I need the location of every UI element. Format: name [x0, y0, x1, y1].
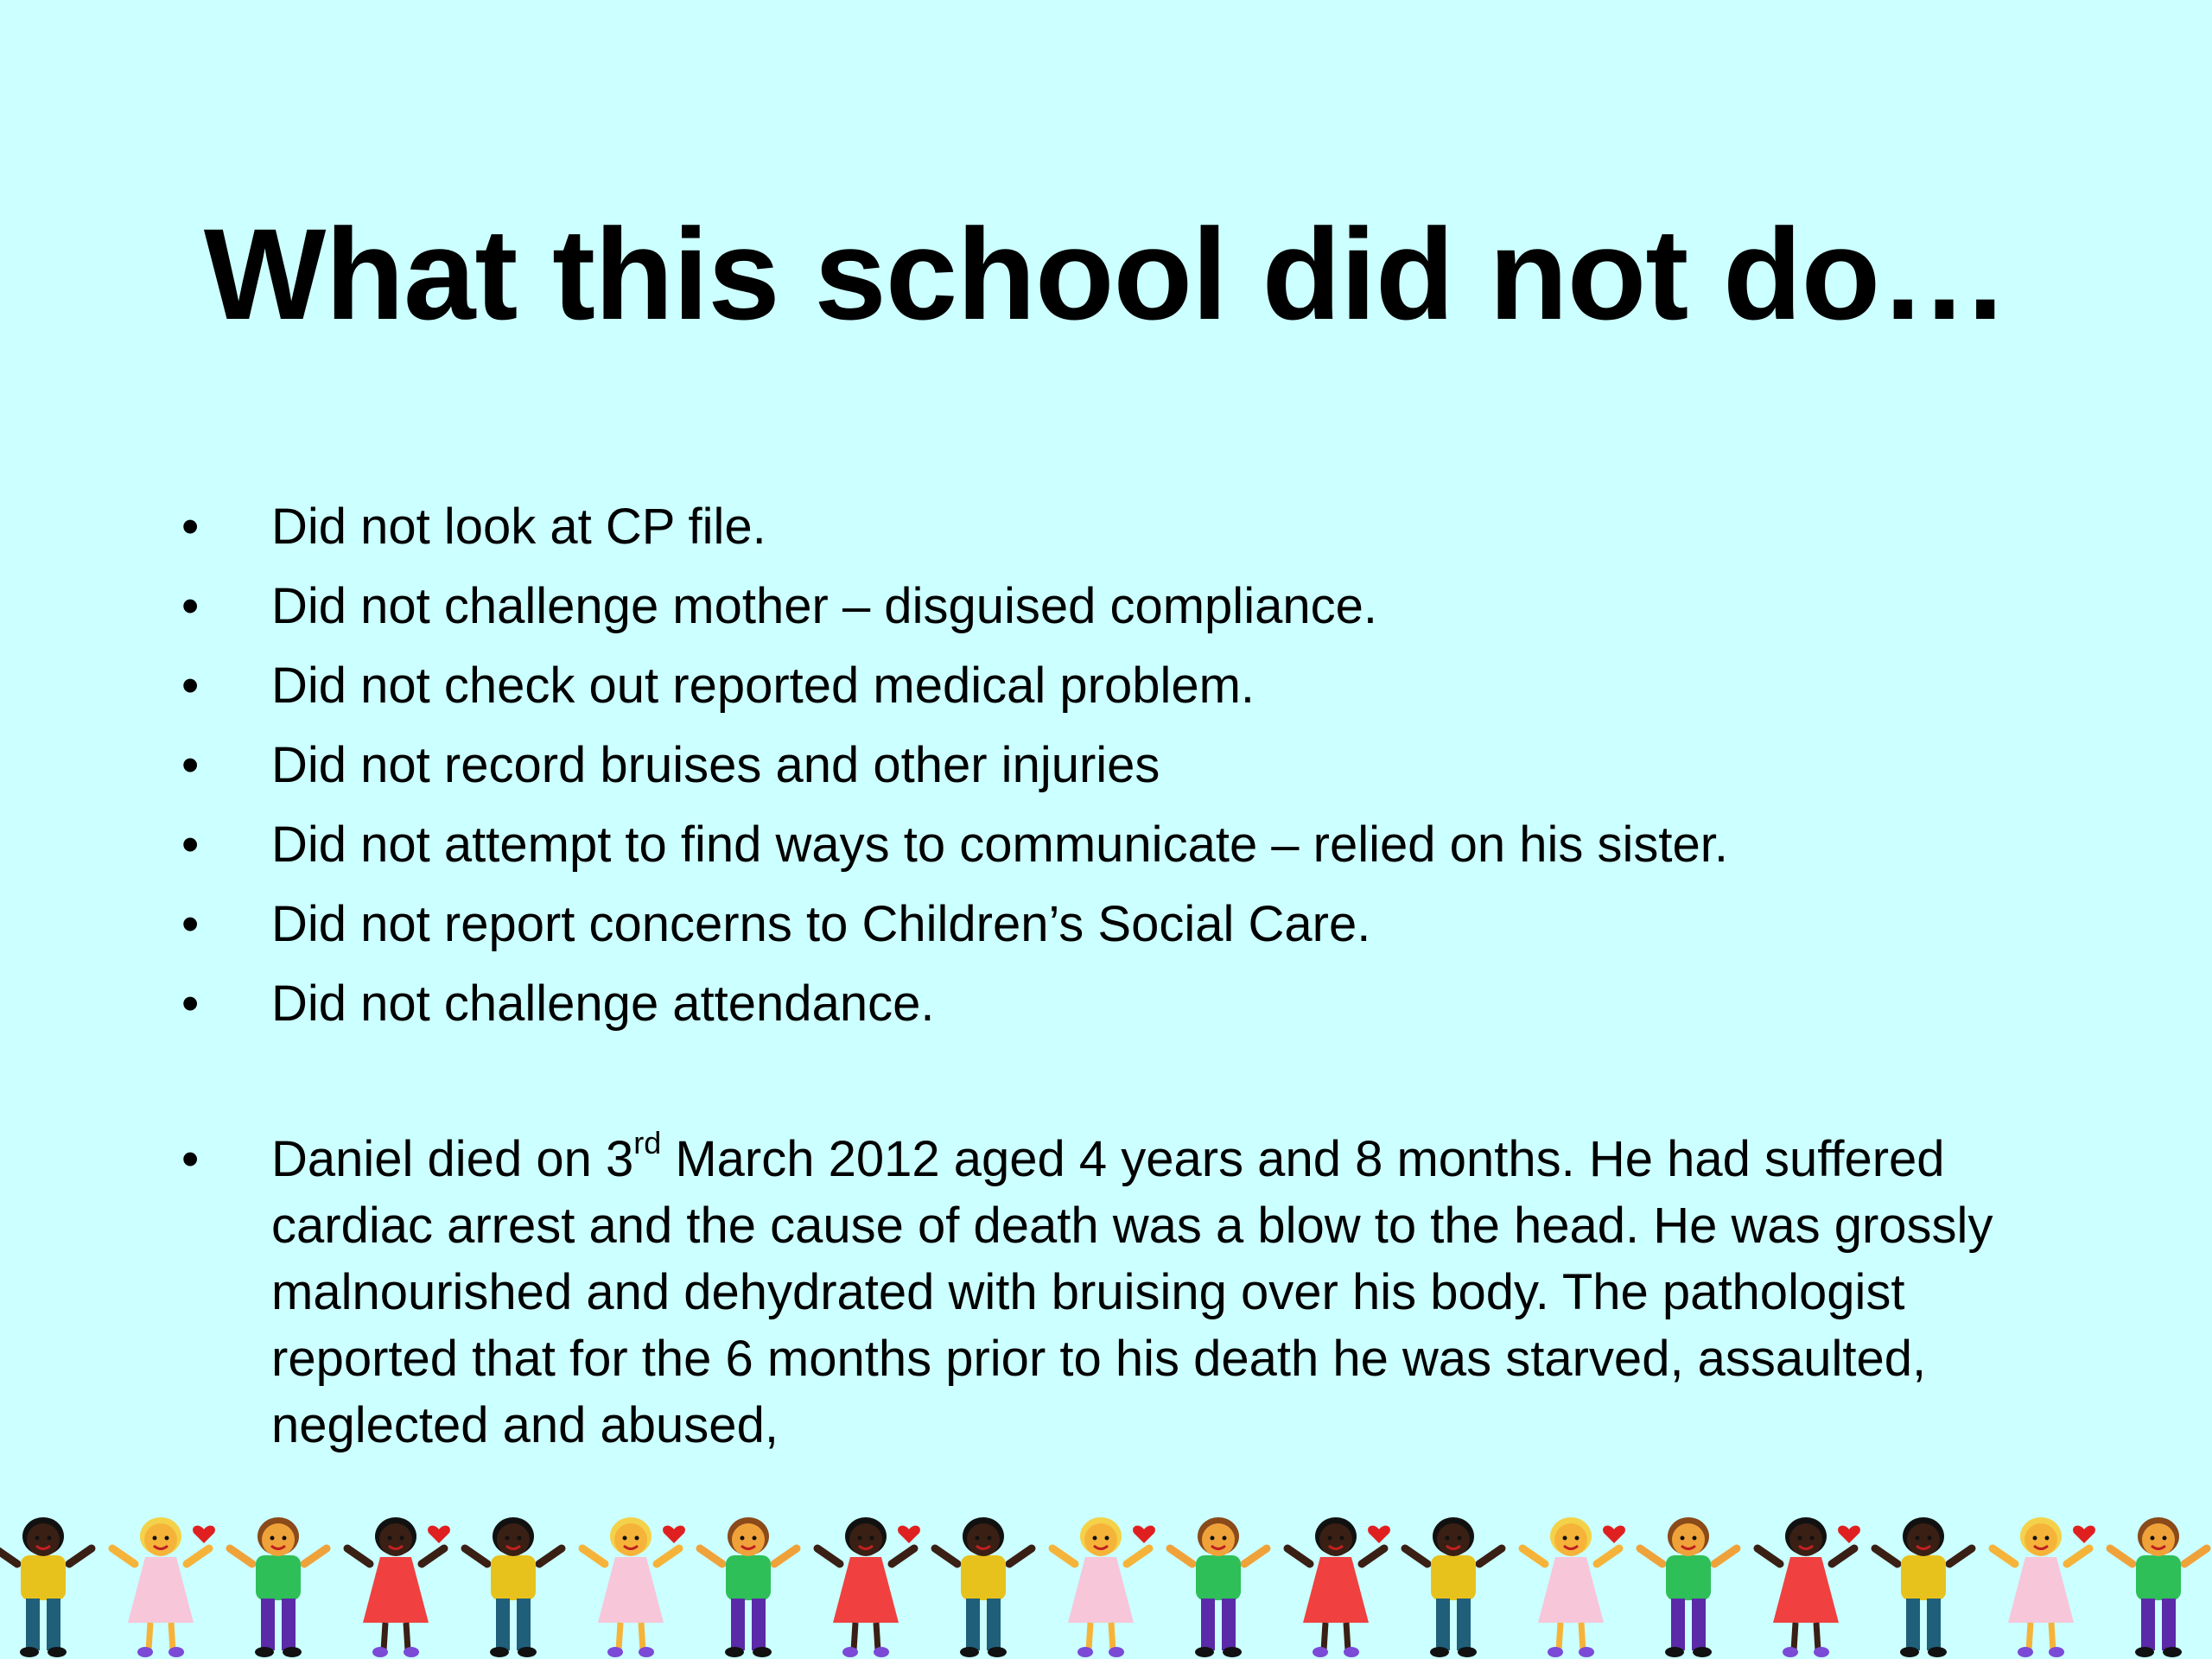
- child-figure-icon-pink-dress: [1040, 1503, 1161, 1659]
- child-figure-icon-green-shirt: [218, 1503, 339, 1659]
- child-figure-icon-green-shirt: [1158, 1503, 1279, 1659]
- list-item: [181, 805, 2039, 885]
- child-figure-icon-yellow-shirt: [923, 1503, 1044, 1659]
- bullet-icon: •: [181, 976, 200, 1032]
- child-figure-icon-red-dress: [335, 1503, 456, 1659]
- child-figure-icon-yellow-shirt: [0, 1503, 104, 1659]
- list-item: [181, 885, 2039, 964]
- child-figure-icon-red-dress: [1745, 1503, 1866, 1659]
- child-figure-icon-green-shirt: [2098, 1503, 2212, 1659]
- bullet-text: Did not challenge attendance.: [271, 976, 935, 1032]
- summary-paragraph: [181, 1126, 2039, 1459]
- child-figure-icon-green-shirt: [688, 1503, 809, 1659]
- child-figure-icon-pink-dress: [100, 1503, 221, 1659]
- list-item: [181, 646, 2039, 726]
- bullet-icon: •: [181, 896, 200, 952]
- child-figure-icon-pink-dress: [1980, 1503, 2101, 1659]
- paragraph-text-start: Daniel died on 3: [271, 1131, 634, 1187]
- list-item: [181, 964, 2039, 1044]
- bullet-list: [181, 487, 2039, 1044]
- list-item: [181, 487, 2039, 567]
- child-figure-icon-yellow-shirt: [453, 1503, 574, 1659]
- bullet-icon: •: [181, 737, 200, 793]
- bullet-text: Did not attempt to find ways to communicate – relied on his sister.: [271, 817, 1729, 873]
- bullet-text: Did not record bruises and other injuries: [271, 737, 1160, 793]
- bullet-text: Did not challenge mother – disguised compliance.: [271, 578, 1377, 634]
- bullet-icon: •: [181, 499, 200, 555]
- child-figure-icon-red-dress: [805, 1503, 926, 1659]
- bullet-icon: •: [181, 817, 200, 873]
- slide-title: What this school did not do…: [203, 201, 2009, 346]
- children-border-decoration: [0, 1503, 2212, 1659]
- child-figure-icon-green-shirt: [1628, 1503, 1749, 1659]
- ordinal-suffix: rd: [633, 1124, 662, 1160]
- bullet-icon: •: [181, 578, 200, 634]
- bullet-text: Did not report concerns to Children’s Social Care.: [271, 896, 1371, 952]
- list-item: [181, 567, 2039, 646]
- bullet-icon: •: [181, 1131, 200, 1187]
- bullet-text: Did not look at CP file.: [271, 499, 766, 555]
- child-figure-icon-pink-dress: [570, 1503, 691, 1659]
- child-figure-icon-pink-dress: [1510, 1503, 1631, 1659]
- child-figure-icon-yellow-shirt: [1393, 1503, 1514, 1659]
- bullet-text: Did not check out reported medical problem.: [271, 658, 1255, 714]
- bullet-icon: •: [181, 658, 200, 714]
- paragraph-text-rest: March 2012 aged 4 years and 8 months. He had suffered cardiac arrest and the cause of death was a blow to the head. He was grossly malnourished and dehydrated with bruising over his body. The pathologist reported that for the 6 months prior to his death he was starved, assaulted, neglected and abused,: [271, 1131, 1993, 1453]
- list-item: [181, 726, 2039, 805]
- child-figure-icon-red-dress: [1275, 1503, 1396, 1659]
- child-figure-icon-yellow-shirt: [1863, 1503, 1984, 1659]
